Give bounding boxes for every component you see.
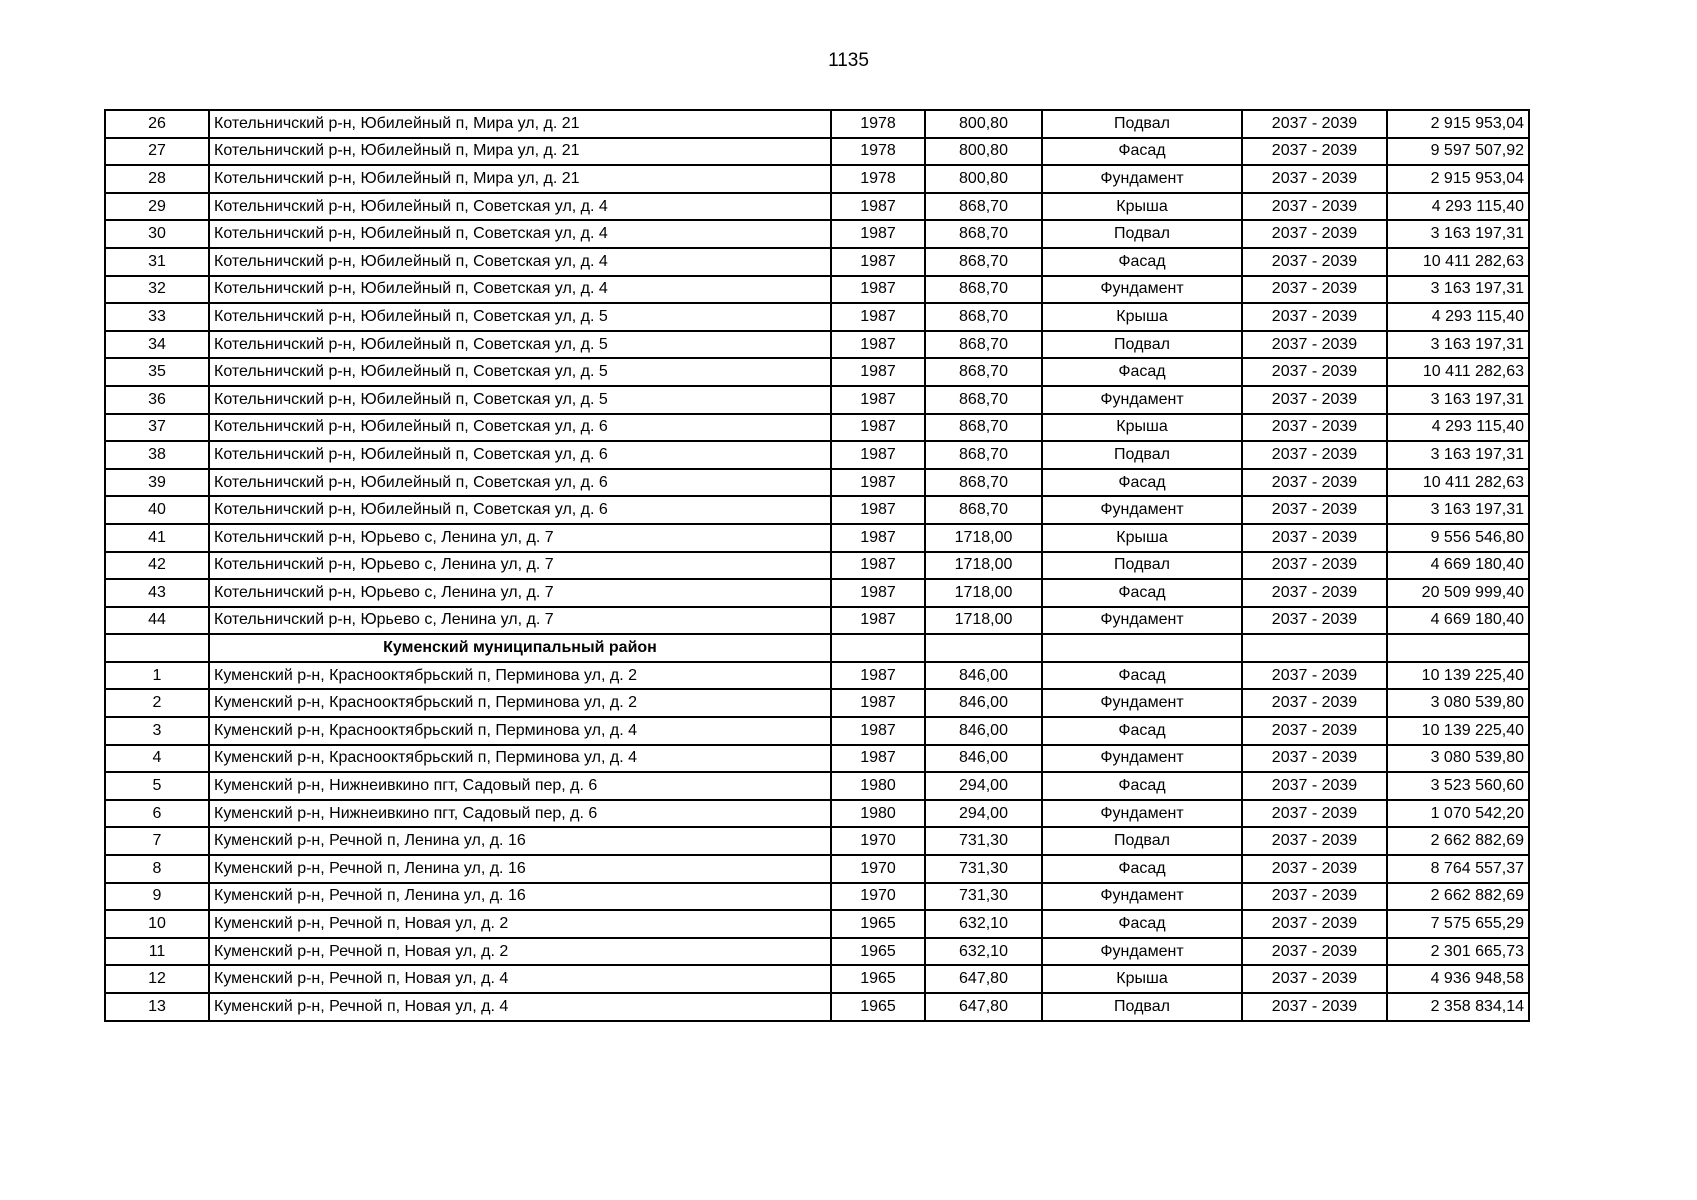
work-type-cell: Фундамент bbox=[1042, 165, 1242, 193]
address-cell: Куменский р-н, Речной п, Ленина ул, д. 16 bbox=[209, 883, 831, 911]
work-type-cell: Крыша bbox=[1042, 524, 1242, 552]
table-row bbox=[105, 414, 1529, 442]
table-row bbox=[105, 745, 1529, 773]
year-cell: 1965 bbox=[831, 910, 925, 938]
period-cell: 2037 - 2039 bbox=[1242, 883, 1387, 911]
year-cell: 1987 bbox=[831, 524, 925, 552]
table-row bbox=[105, 883, 1529, 911]
cost-cell: 7 575 655,29 bbox=[1387, 910, 1529, 938]
work-type-cell: Фундамент bbox=[1042, 883, 1242, 911]
address-cell: Котельничский р-н, Юбилейный п, Советская ул, д. 4 bbox=[209, 220, 831, 248]
table-row bbox=[105, 193, 1529, 221]
cost-cell: 2 662 882,69 bbox=[1387, 883, 1529, 911]
table-row bbox=[105, 303, 1529, 331]
year-cell: 1987 bbox=[831, 441, 925, 469]
work-type-cell: Фасад bbox=[1042, 662, 1242, 690]
area-cell: 731,30 bbox=[925, 827, 1042, 855]
empty-cell bbox=[1042, 634, 1242, 662]
address-cell: Куменский р-н, Речной п, Новая ул, д. 4 bbox=[209, 993, 831, 1021]
table-row bbox=[105, 910, 1529, 938]
year-cell: 1987 bbox=[831, 717, 925, 745]
table-row bbox=[105, 165, 1529, 193]
work-type-cell: Фасад bbox=[1042, 772, 1242, 800]
row-number: 8 bbox=[105, 855, 209, 883]
cost-cell: 4 293 115,40 bbox=[1387, 193, 1529, 221]
row-number: 41 bbox=[105, 524, 209, 552]
year-cell: 1978 bbox=[831, 110, 925, 138]
work-type-cell: Фасад bbox=[1042, 248, 1242, 276]
year-cell: 1987 bbox=[831, 689, 925, 717]
work-type-cell: Крыша bbox=[1042, 303, 1242, 331]
period-cell: 2037 - 2039 bbox=[1242, 358, 1387, 386]
period-cell: 2037 - 2039 bbox=[1242, 496, 1387, 524]
area-cell: 731,30 bbox=[925, 883, 1042, 911]
cost-cell: 10 411 282,63 bbox=[1387, 248, 1529, 276]
cost-cell: 10 411 282,63 bbox=[1387, 469, 1529, 497]
row-number: 35 bbox=[105, 358, 209, 386]
repair-schedule-table bbox=[104, 109, 1530, 1022]
work-type-cell: Фасад bbox=[1042, 855, 1242, 883]
year-cell: 1987 bbox=[831, 331, 925, 359]
area-cell: 294,00 bbox=[925, 772, 1042, 800]
area-cell: 731,30 bbox=[925, 855, 1042, 883]
cost-cell: 9 556 546,80 bbox=[1387, 524, 1529, 552]
table-row bbox=[105, 358, 1529, 386]
year-cell: 1970 bbox=[831, 827, 925, 855]
row-number: 40 bbox=[105, 496, 209, 524]
table-row bbox=[105, 276, 1529, 304]
row-number: 26 bbox=[105, 110, 209, 138]
period-cell: 2037 - 2039 bbox=[1242, 579, 1387, 607]
address-cell: Куменский р-н, Краснооктябрьский п, Перминова ул, д. 2 bbox=[209, 689, 831, 717]
table-row bbox=[105, 138, 1529, 166]
table-row bbox=[105, 220, 1529, 248]
table-body bbox=[105, 110, 1529, 1021]
period-cell: 2037 - 2039 bbox=[1242, 938, 1387, 966]
cost-cell: 4 293 115,40 bbox=[1387, 414, 1529, 442]
empty-cell bbox=[1242, 634, 1387, 662]
period-cell: 2037 - 2039 bbox=[1242, 303, 1387, 331]
cost-cell: 3 163 197,31 bbox=[1387, 386, 1529, 414]
table-row bbox=[105, 386, 1529, 414]
period-cell: 2037 - 2039 bbox=[1242, 855, 1387, 883]
period-cell: 2037 - 2039 bbox=[1242, 165, 1387, 193]
work-type-cell: Подвал bbox=[1042, 331, 1242, 359]
period-cell: 2037 - 2039 bbox=[1242, 717, 1387, 745]
period-cell: 2037 - 2039 bbox=[1242, 386, 1387, 414]
table-row bbox=[105, 855, 1529, 883]
period-cell: 2037 - 2039 bbox=[1242, 965, 1387, 993]
work-type-cell: Фасад bbox=[1042, 469, 1242, 497]
work-type-cell: Подвал bbox=[1042, 552, 1242, 580]
year-cell: 1987 bbox=[831, 193, 925, 221]
row-number: 28 bbox=[105, 165, 209, 193]
year-cell: 1987 bbox=[831, 745, 925, 773]
area-cell: 868,70 bbox=[925, 276, 1042, 304]
work-type-cell: Фундамент bbox=[1042, 496, 1242, 524]
address-cell: Котельничский р-н, Юбилейный п, Советская ул, д. 5 bbox=[209, 331, 831, 359]
cost-cell: 3 163 197,31 bbox=[1387, 220, 1529, 248]
period-cell: 2037 - 2039 bbox=[1242, 248, 1387, 276]
address-cell: Куменский р-н, Речной п, Новая ул, д. 4 bbox=[209, 965, 831, 993]
address-cell: Куменский р-н, Краснооктябрьский п, Перминова ул, д. 4 bbox=[209, 717, 831, 745]
work-type-cell: Фасад bbox=[1042, 910, 1242, 938]
work-type-cell: Подвал bbox=[1042, 110, 1242, 138]
cost-cell: 3 080 539,80 bbox=[1387, 689, 1529, 717]
period-cell: 2037 - 2039 bbox=[1242, 110, 1387, 138]
row-number: 6 bbox=[105, 800, 209, 828]
work-type-cell: Фасад bbox=[1042, 717, 1242, 745]
year-cell: 1987 bbox=[831, 552, 925, 580]
address-cell: Куменский р-н, Нижнеивкино пгт, Садовый пер, д. 6 bbox=[209, 800, 831, 828]
row-number: 12 bbox=[105, 965, 209, 993]
row-number: 37 bbox=[105, 414, 209, 442]
area-cell: 1718,00 bbox=[925, 552, 1042, 580]
address-cell: Котельничский р-н, Юрьево с, Ленина ул, д. 7 bbox=[209, 607, 831, 635]
area-cell: 868,70 bbox=[925, 496, 1042, 524]
cost-cell: 2 662 882,69 bbox=[1387, 827, 1529, 855]
address-cell: Котельничский р-н, Юбилейный п, Советская ул, д. 4 bbox=[209, 248, 831, 276]
area-cell: 294,00 bbox=[925, 800, 1042, 828]
cost-cell: 3 163 197,31 bbox=[1387, 276, 1529, 304]
row-number: 27 bbox=[105, 138, 209, 166]
period-cell: 2037 - 2039 bbox=[1242, 469, 1387, 497]
row-number: 31 bbox=[105, 248, 209, 276]
cost-cell: 3 080 539,80 bbox=[1387, 745, 1529, 773]
table-row bbox=[105, 552, 1529, 580]
table-row bbox=[105, 248, 1529, 276]
cost-cell: 2 358 834,14 bbox=[1387, 993, 1529, 1021]
period-cell: 2037 - 2039 bbox=[1242, 552, 1387, 580]
address-cell: Котельничский р-н, Юбилейный п, Мира ул, д. 21 bbox=[209, 138, 831, 166]
cost-cell: 1 070 542,20 bbox=[1387, 800, 1529, 828]
address-cell: Куменский р-н, Нижнеивкино пгт, Садовый пер, д. 6 bbox=[209, 772, 831, 800]
work-type-cell: Фасад bbox=[1042, 358, 1242, 386]
year-cell: 1987 bbox=[831, 358, 925, 386]
table-row bbox=[105, 772, 1529, 800]
work-type-cell: Фундамент bbox=[1042, 386, 1242, 414]
row-number: 43 bbox=[105, 579, 209, 607]
area-cell: 846,00 bbox=[925, 745, 1042, 773]
address-cell: Котельничский р-н, Юрьево с, Ленина ул, д. 7 bbox=[209, 524, 831, 552]
table-row bbox=[105, 110, 1529, 138]
cost-cell: 9 597 507,92 bbox=[1387, 138, 1529, 166]
period-cell: 2037 - 2039 bbox=[1242, 331, 1387, 359]
cost-cell: 2 915 953,04 bbox=[1387, 165, 1529, 193]
address-cell: Котельничский р-н, Юбилейный п, Советская ул, д. 5 bbox=[209, 386, 831, 414]
address-cell: Котельничский р-н, Юбилейный п, Советская ул, д. 6 bbox=[209, 441, 831, 469]
year-cell: 1980 bbox=[831, 800, 925, 828]
row-number: 1 bbox=[105, 662, 209, 690]
year-cell: 1978 bbox=[831, 138, 925, 166]
year-cell: 1987 bbox=[831, 386, 925, 414]
area-cell: 846,00 bbox=[925, 717, 1042, 745]
table-row bbox=[105, 800, 1529, 828]
area-cell: 632,10 bbox=[925, 910, 1042, 938]
area-cell: 800,80 bbox=[925, 110, 1042, 138]
year-cell: 1987 bbox=[831, 662, 925, 690]
area-cell: 1718,00 bbox=[925, 579, 1042, 607]
row-number: 44 bbox=[105, 607, 209, 635]
address-cell: Котельничский р-н, Юбилейный п, Советская ул, д. 4 bbox=[209, 276, 831, 304]
address-cell: Куменский р-н, Речной п, Ленина ул, д. 16 bbox=[209, 855, 831, 883]
table-row bbox=[105, 607, 1529, 635]
empty-cell bbox=[105, 634, 209, 662]
address-cell: Котельничский р-н, Юрьево с, Ленина ул, д. 7 bbox=[209, 552, 831, 580]
year-cell: 1965 bbox=[831, 938, 925, 966]
area-cell: 868,70 bbox=[925, 248, 1042, 276]
cost-cell: 4 669 180,40 bbox=[1387, 607, 1529, 635]
row-number: 30 bbox=[105, 220, 209, 248]
table-row bbox=[105, 469, 1529, 497]
period-cell: 2037 - 2039 bbox=[1242, 220, 1387, 248]
area-cell: 846,00 bbox=[925, 662, 1042, 690]
year-cell: 1987 bbox=[831, 414, 925, 442]
cost-cell: 4 669 180,40 bbox=[1387, 552, 1529, 580]
address-cell: Котельничский р-н, Юбилейный п, Советская ул, д. 5 bbox=[209, 303, 831, 331]
row-number: 13 bbox=[105, 993, 209, 1021]
year-cell: 1987 bbox=[831, 607, 925, 635]
address-cell: Котельничский р-н, Юбилейный п, Советская ул, д. 6 bbox=[209, 414, 831, 442]
table-row bbox=[105, 938, 1529, 966]
year-cell: 1965 bbox=[831, 965, 925, 993]
work-type-cell: Фундамент bbox=[1042, 607, 1242, 635]
work-type-cell: Фундамент bbox=[1042, 800, 1242, 828]
area-cell: 868,70 bbox=[925, 414, 1042, 442]
year-cell: 1980 bbox=[831, 772, 925, 800]
cost-cell: 10 139 225,40 bbox=[1387, 717, 1529, 745]
address-cell: Котельничский р-н, Юбилейный п, Советская ул, д. 5 bbox=[209, 358, 831, 386]
area-cell: 647,80 bbox=[925, 965, 1042, 993]
table-row bbox=[105, 579, 1529, 607]
row-number: 29 bbox=[105, 193, 209, 221]
district-title: Куменский муниципальный район bbox=[209, 634, 831, 662]
area-cell: 647,80 bbox=[925, 993, 1042, 1021]
work-type-cell: Фундамент bbox=[1042, 938, 1242, 966]
row-number: 34 bbox=[105, 331, 209, 359]
year-cell: 1965 bbox=[831, 993, 925, 1021]
address-cell: Котельничский р-н, Юбилейный п, Советская ул, д. 6 bbox=[209, 469, 831, 497]
work-type-cell: Подвал bbox=[1042, 220, 1242, 248]
period-cell: 2037 - 2039 bbox=[1242, 745, 1387, 773]
district-header-row bbox=[105, 634, 1529, 662]
cost-cell: 3 523 560,60 bbox=[1387, 772, 1529, 800]
period-cell: 2037 - 2039 bbox=[1242, 910, 1387, 938]
address-cell: Куменский р-н, Речной п, Новая ул, д. 2 bbox=[209, 938, 831, 966]
cost-cell: 4 293 115,40 bbox=[1387, 303, 1529, 331]
work-type-cell: Подвал bbox=[1042, 827, 1242, 855]
work-type-cell: Подвал bbox=[1042, 441, 1242, 469]
address-cell: Куменский р-н, Краснооктябрьский п, Перминова ул, д. 4 bbox=[209, 745, 831, 773]
year-cell: 1987 bbox=[831, 220, 925, 248]
row-number: 7 bbox=[105, 827, 209, 855]
area-cell: 868,70 bbox=[925, 441, 1042, 469]
row-number: 3 bbox=[105, 717, 209, 745]
address-cell: Котельничский р-н, Юбилейный п, Мира ул, д. 21 bbox=[209, 110, 831, 138]
table-row bbox=[105, 662, 1529, 690]
table-row bbox=[105, 689, 1529, 717]
work-type-cell: Крыша bbox=[1042, 965, 1242, 993]
area-cell: 632,10 bbox=[925, 938, 1042, 966]
period-cell: 2037 - 2039 bbox=[1242, 276, 1387, 304]
area-cell: 1718,00 bbox=[925, 607, 1042, 635]
period-cell: 2037 - 2039 bbox=[1242, 993, 1387, 1021]
area-cell: 868,70 bbox=[925, 358, 1042, 386]
cost-cell: 10 139 225,40 bbox=[1387, 662, 1529, 690]
work-type-cell: Фундамент bbox=[1042, 276, 1242, 304]
area-cell: 1718,00 bbox=[925, 524, 1042, 552]
cost-cell: 3 163 197,31 bbox=[1387, 331, 1529, 359]
period-cell: 2037 - 2039 bbox=[1242, 772, 1387, 800]
work-type-cell: Фасад bbox=[1042, 579, 1242, 607]
row-number: 42 bbox=[105, 552, 209, 580]
area-cell: 868,70 bbox=[925, 386, 1042, 414]
year-cell: 1987 bbox=[831, 579, 925, 607]
row-number: 11 bbox=[105, 938, 209, 966]
address-cell: Куменский р-н, Краснооктябрьский п, Перминова ул, д. 2 bbox=[209, 662, 831, 690]
year-cell: 1970 bbox=[831, 855, 925, 883]
row-number: 36 bbox=[105, 386, 209, 414]
work-type-cell: Фундамент bbox=[1042, 745, 1242, 773]
year-cell: 1987 bbox=[831, 248, 925, 276]
table-row bbox=[105, 827, 1529, 855]
table-row bbox=[105, 331, 1529, 359]
address-cell: Котельничский р-н, Юбилейный п, Советская ул, д. 6 bbox=[209, 496, 831, 524]
cost-cell: 2 915 953,04 bbox=[1387, 110, 1529, 138]
area-cell: 800,80 bbox=[925, 165, 1042, 193]
table-row bbox=[105, 965, 1529, 993]
row-number: 10 bbox=[105, 910, 209, 938]
empty-cell bbox=[831, 634, 925, 662]
period-cell: 2037 - 2039 bbox=[1242, 827, 1387, 855]
work-type-cell: Фасад bbox=[1042, 138, 1242, 166]
area-cell: 868,70 bbox=[925, 220, 1042, 248]
row-number: 9 bbox=[105, 883, 209, 911]
work-type-cell: Крыша bbox=[1042, 414, 1242, 442]
work-type-cell: Фундамент bbox=[1042, 689, 1242, 717]
row-number: 38 bbox=[105, 441, 209, 469]
period-cell: 2037 - 2039 bbox=[1242, 193, 1387, 221]
work-type-cell: Крыша bbox=[1042, 193, 1242, 221]
cost-cell: 4 936 948,58 bbox=[1387, 965, 1529, 993]
year-cell: 1970 bbox=[831, 883, 925, 911]
area-cell: 868,70 bbox=[925, 331, 1042, 359]
row-number: 33 bbox=[105, 303, 209, 331]
period-cell: 2037 - 2039 bbox=[1242, 800, 1387, 828]
table-row bbox=[105, 524, 1529, 552]
cost-cell: 3 163 197,31 bbox=[1387, 496, 1529, 524]
period-cell: 2037 - 2039 bbox=[1242, 607, 1387, 635]
row-number: 5 bbox=[105, 772, 209, 800]
period-cell: 2037 - 2039 bbox=[1242, 524, 1387, 552]
year-cell: 1987 bbox=[831, 496, 925, 524]
area-cell: 868,70 bbox=[925, 469, 1042, 497]
area-cell: 868,70 bbox=[925, 303, 1042, 331]
row-number: 4 bbox=[105, 745, 209, 773]
period-cell: 2037 - 2039 bbox=[1242, 441, 1387, 469]
table-row bbox=[105, 717, 1529, 745]
cost-cell: 10 411 282,63 bbox=[1387, 358, 1529, 386]
page-number: 1135 bbox=[828, 50, 869, 71]
period-cell: 2037 - 2039 bbox=[1242, 662, 1387, 690]
address-cell: Куменский р-н, Речной п, Ленина ул, д. 16 bbox=[209, 827, 831, 855]
work-type-cell: Подвал bbox=[1042, 993, 1242, 1021]
cost-cell: 8 764 557,37 bbox=[1387, 855, 1529, 883]
year-cell: 1987 bbox=[831, 303, 925, 331]
row-number: 39 bbox=[105, 469, 209, 497]
row-number: 2 bbox=[105, 689, 209, 717]
area-cell: 800,80 bbox=[925, 138, 1042, 166]
address-cell: Куменский р-н, Речной п, Новая ул, д. 2 bbox=[209, 910, 831, 938]
period-cell: 2037 - 2039 bbox=[1242, 689, 1387, 717]
empty-cell bbox=[1387, 634, 1529, 662]
address-cell: Котельничский р-н, Юбилейный п, Мира ул, д. 21 bbox=[209, 165, 831, 193]
address-cell: Котельничский р-н, Юрьево с, Ленина ул, д. 7 bbox=[209, 579, 831, 607]
table-row bbox=[105, 496, 1529, 524]
empty-cell bbox=[925, 634, 1042, 662]
address-cell: Котельничский р-н, Юбилейный п, Советская ул, д. 4 bbox=[209, 193, 831, 221]
period-cell: 2037 - 2039 bbox=[1242, 414, 1387, 442]
cost-cell: 2 301 665,73 bbox=[1387, 938, 1529, 966]
year-cell: 1987 bbox=[831, 276, 925, 304]
area-cell: 846,00 bbox=[925, 689, 1042, 717]
row-number: 32 bbox=[105, 276, 209, 304]
year-cell: 1987 bbox=[831, 469, 925, 497]
table-row bbox=[105, 441, 1529, 469]
area-cell: 868,70 bbox=[925, 193, 1042, 221]
table-row bbox=[105, 993, 1529, 1021]
cost-cell: 3 163 197,31 bbox=[1387, 441, 1529, 469]
period-cell: 2037 - 2039 bbox=[1242, 138, 1387, 166]
cost-cell: 20 509 999,40 bbox=[1387, 579, 1529, 607]
year-cell: 1978 bbox=[831, 165, 925, 193]
